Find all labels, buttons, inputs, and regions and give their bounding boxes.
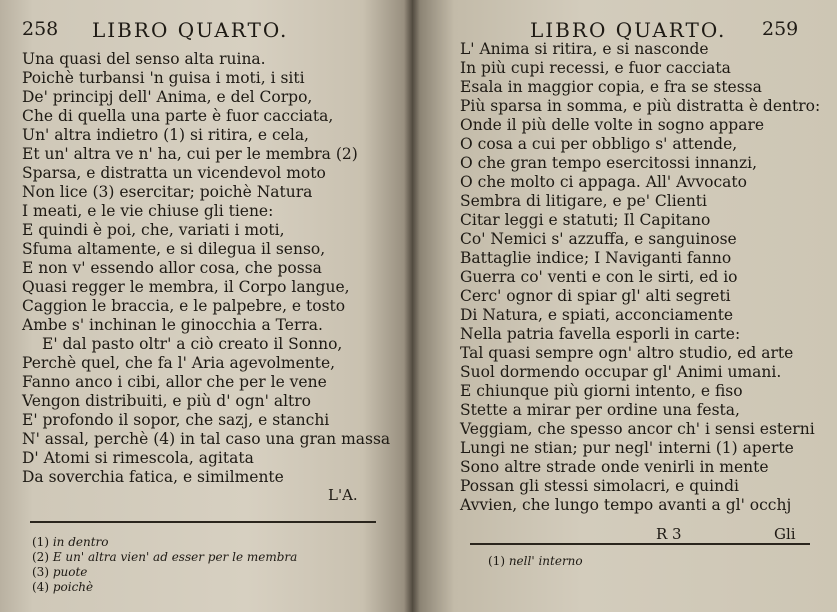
footnote-number: (4)	[32, 580, 49, 594]
signature-mark: R 3	[656, 525, 682, 543]
footnote-number: (3)	[32, 565, 49, 579]
right-page-number: 259	[762, 18, 799, 40]
verse-line: Lungi ne stian; pur negl' interni (1) aperte	[460, 439, 794, 457]
verse-line: Nella patria favella esporli in carte:	[460, 325, 741, 343]
verse-line: Più sparsa in somma, e più distratta è dentro:	[460, 97, 821, 115]
verse-line: E' profondo il sopor, che sazj, e stanchi	[22, 411, 330, 429]
right-footnote-rule	[470, 543, 810, 545]
verse-line: Esala in maggior copia, e fra se stessa	[460, 78, 762, 96]
verse-line: Sfuma altamente, e si dilegua il senso,	[22, 240, 326, 258]
verse-line: In più cupi recessi, e fuor cacciata	[460, 59, 731, 77]
left-footnotes	[32, 535, 297, 595]
left-page	[0, 0, 412, 612]
verse-line: O che gran tempo esercitossi innanzi,	[460, 154, 758, 172]
verse-line: Onde il più delle volte in sogno appare	[460, 116, 765, 134]
verse-line: Sembra di litigare, e pe' Clienti	[460, 192, 707, 210]
verse-line: Vengon distribuiti, e più d' ogn' altro	[22, 392, 312, 410]
footnote-text: in dentro	[52, 535, 109, 549]
footnote	[32, 565, 297, 580]
verse-line: Veggiam, che spesso ancor ch' i sensi esterni	[460, 420, 815, 438]
verse-line: De' principj dell' Anima, e del Corpo,	[22, 88, 313, 106]
verse-line: O che molto ci appaga. All' Avvocato	[460, 173, 747, 191]
verse-line: Perchè quel, che fa l' Aria agevolmente,	[22, 354, 336, 372]
footnote-number: (1)	[32, 535, 49, 549]
footnote	[32, 550, 297, 565]
verse-line: Di Natura, e spiati, acconciamente	[460, 306, 734, 324]
left-footnote-rule	[30, 521, 376, 523]
verse-line: Ambe s' inchinan le ginocchia a Terra.	[22, 316, 323, 334]
footnote-text: poichè	[52, 580, 94, 594]
verse-line: Stette a mirar per ordine una festa,	[460, 401, 740, 419]
footnote	[32, 535, 297, 550]
verse-line: N' assal, perchè (4) in tal caso una gran massa	[22, 430, 391, 448]
verse-line: Guerra co' venti e con le sirti, ed io	[460, 268, 738, 286]
verse-line: Fanno anco i cibi, allor che per le vene	[22, 373, 327, 391]
verse-line: Sono altre strade onde venirli in mente	[460, 458, 769, 476]
verse-line: Citar leggi e statuti; Il Capitano	[460, 211, 711, 229]
right-running-title: LIBRO QUARTO.	[530, 18, 727, 42]
left-running-title: LIBRO QUARTO.	[92, 18, 289, 42]
verse-line: I meati, e le vie chiuse gli tiene:	[22, 202, 274, 220]
verse-line: Sparsa, e distratta un vicendevol moto	[22, 164, 326, 182]
left-verse-lines	[22, 50, 390, 487]
right-page	[412, 0, 837, 612]
verse-line: E non v' essendo allor cosa, che possa	[22, 259, 322, 277]
verse-line: O cosa a cui per obbligo s' attende,	[460, 135, 738, 153]
verse-line: Quasi regger le membra, il Corpo langue,	[22, 278, 350, 296]
book-gutter	[404, 0, 420, 612]
verse-line: E' dal pasto oltr' a ciò creato il Sonno,	[42, 335, 343, 353]
verse-line: Avvien, che lungo tempo avanti a gl' occhj	[460, 496, 792, 514]
verse-line: Che di quella una parte è fuor cacciata,	[22, 107, 334, 125]
verse-line: Non lice (3) esercitar; poichè Natura	[22, 183, 313, 201]
footnote-text: E un' altra vien' ad esser per le membra	[52, 550, 298, 564]
footnote	[488, 554, 583, 569]
verse-line: Un' altra indietro (1) si ritira, e cela,	[22, 126, 309, 144]
verse-line: D' Atomi si rimescola, agitata	[22, 449, 254, 467]
verse-line: Una quasi del senso alta ruina.	[22, 50, 266, 68]
right-footnotes	[488, 554, 583, 569]
footnote-text: nell' interno	[508, 554, 583, 568]
verse-line: E quindi è poi, che, variati i moti,	[22, 221, 285, 239]
verse-line: Possan gli stessi simolacri, e quindi	[460, 477, 739, 495]
footnote-number: (2)	[32, 550, 49, 564]
verse-line: Cerc' ognor di spiar gl' alti segreti	[460, 287, 731, 305]
left-page-number: 258	[22, 18, 59, 40]
footnote-number: (1)	[488, 554, 505, 568]
verse-line: Et un' altra ve n' ha, cui per le membra (2)	[22, 145, 358, 163]
verse-line: Battaglie indice; I Naviganti fanno	[460, 249, 732, 267]
right-verse-lines	[460, 40, 820, 515]
verse-line: E chiunque più giorni intento, e fiso	[460, 382, 743, 400]
verse-line: Da soverchia fatica, e similmente	[22, 468, 284, 486]
verse-line: Suol dormendo occupar gl' Animi umani.	[460, 363, 782, 381]
verse-line: Caggion le braccia, e le palpebre, e tosto	[22, 297, 346, 315]
verse-line: Poichè turbansi 'n guisa i moti, i siti	[22, 69, 305, 87]
footnote	[32, 580, 297, 595]
footnote-text: puote	[52, 565, 88, 579]
left-catchword: L'A.	[328, 486, 358, 504]
verse-line: L' Anima si ritira, e si nasconde	[460, 40, 709, 58]
verse-line: Co' Nemici s' azzuffa, e sanguinose	[460, 230, 737, 248]
right-catchword: Gli	[774, 525, 796, 543]
verse-line: Tal quasi sempre ogn' altro studio, ed arte	[460, 344, 794, 362]
